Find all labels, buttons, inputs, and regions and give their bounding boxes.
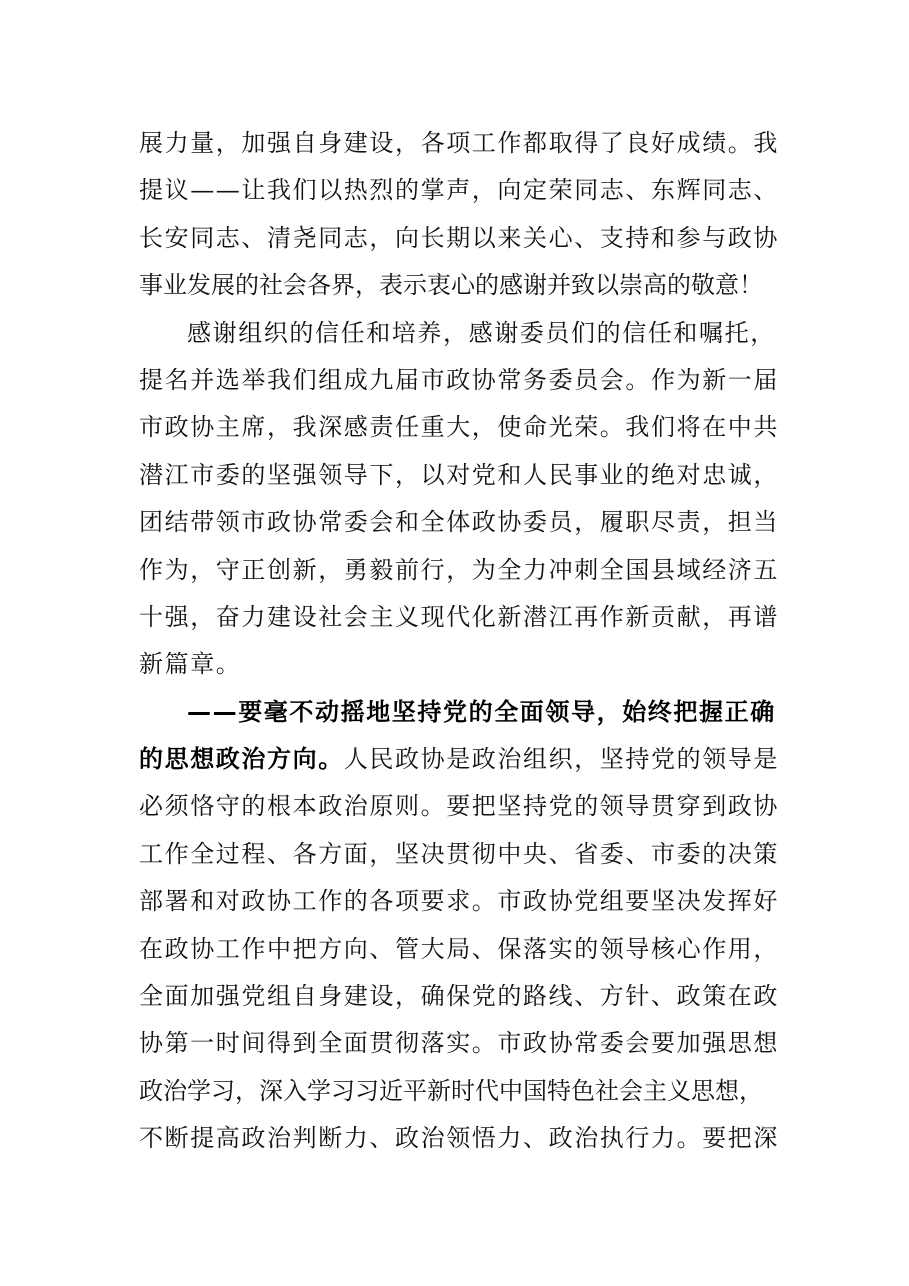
text-line: 新篇章。 bbox=[139, 650, 242, 679]
text-line: 部署和对政协工作的各项要求。市政协党组要坚决发挥好 bbox=[139, 887, 779, 916]
text-line: 潜江市委的坚强领导下，以对党和人民事业的绝对忠诚， bbox=[139, 460, 779, 489]
text-run: 人民政协是政治组织，坚持党的领导是 bbox=[343, 745, 780, 774]
document-body bbox=[139, 120, 779, 1163]
text-line: 提名并选举我们组成九届市政协常务委员会。作为新一届 bbox=[139, 365, 779, 394]
text-line: 作为，守正创新，勇毅前行，为全力冲刺全国县域经济五 bbox=[139, 555, 779, 584]
text-line: 展力量，加强自身建设，各项工作都取得了良好成绩。我 bbox=[139, 129, 779, 157]
text-line: 长安同志、清尧同志，向长期以来关心、支持和参与政协 bbox=[139, 223, 779, 252]
text-line: 提议——让我们以热烈的掌声，向定荣同志、东辉同志、 bbox=[139, 176, 779, 205]
text-line: 十强，奋力建设社会主义现代化新潜江再作新贡献，再谱 bbox=[139, 602, 779, 631]
text-line: 感谢组织的信任和培养，感谢委员们的信任和嘱托， bbox=[187, 318, 776, 347]
text-line: 在政协工作中把方向、管大局、保落实的领导核心作用， bbox=[139, 934, 779, 963]
text-line: 不断提高政治判断力、政治领悟力、政治执行力。要把深 bbox=[139, 1124, 779, 1153]
text-line bbox=[139, 736, 779, 783]
text-line: 政治学习，深入学习习近平新时代中国特色社会主义思想， bbox=[139, 1076, 763, 1105]
section-heading: ——要毫不动摇地坚持党的全面领导，始终把握正确 bbox=[187, 697, 776, 726]
text-line: 事业发展的社会各界，表示衷心的感谢并致以崇高的敬意！ bbox=[139, 271, 763, 300]
text-line: 全面加强党组自身建设，确保党的路线、方针、政策在政 bbox=[139, 982, 779, 1011]
text-line: 团结带领市政协常委会和全体政协委员，履职尽责，担当 bbox=[139, 508, 779, 537]
section-heading-end: 的思想政治方向。 bbox=[139, 745, 344, 774]
text-line: 市政协主席，我深感责任重大，使命光荣。我们将在中共 bbox=[139, 413, 779, 442]
text-line: 必须恪守的根本政治原则。要把坚持党的领导贯穿到政协 bbox=[139, 792, 779, 821]
text-line: 工作全过程、各方面，坚决贯彻中央、省委、市委的决策 bbox=[139, 839, 779, 868]
text-line: 协第一时间得到全面贯彻落实。市政协常委会要加强思想 bbox=[139, 1029, 779, 1058]
